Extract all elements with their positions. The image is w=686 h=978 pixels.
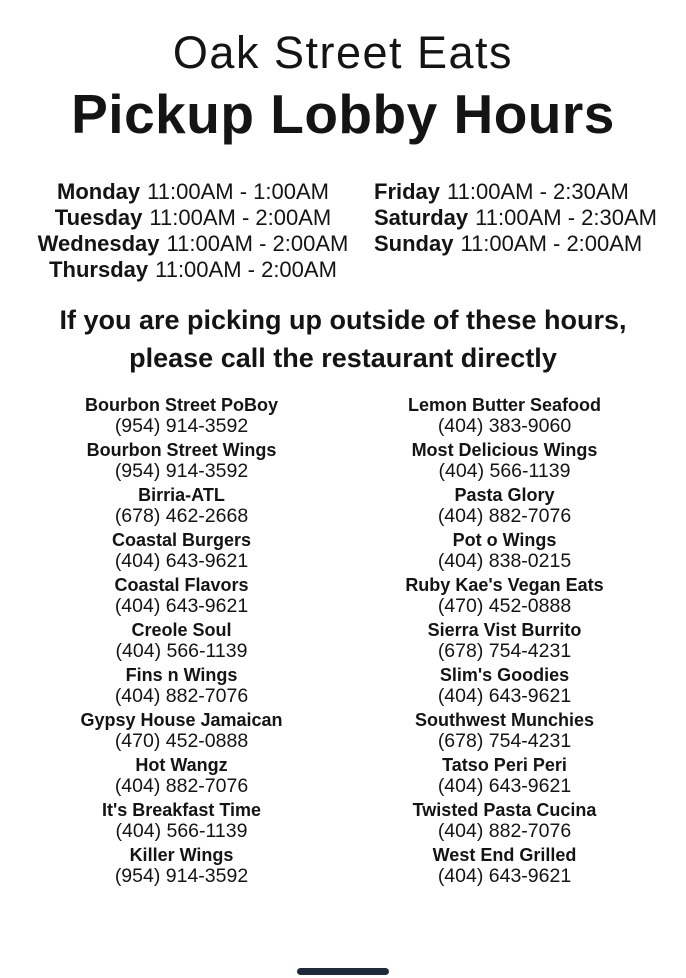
restaurant-entry bbox=[343, 665, 666, 708]
hours-thursday bbox=[28, 257, 358, 283]
day-label: Tuesday bbox=[54, 205, 143, 230]
time-range: 11:00AM - 2:00AM bbox=[155, 257, 337, 282]
restaurant-name: Lemon Butter Seafood bbox=[407, 395, 601, 415]
restaurant-name: Ruby Kae's Vegan Eats bbox=[405, 575, 604, 595]
restaurant-entry bbox=[343, 485, 666, 528]
day-label: Thursday bbox=[49, 257, 149, 282]
restaurant-phone: (470) 452-0888 bbox=[114, 730, 249, 752]
day-label: Saturday bbox=[374, 205, 469, 230]
restaurant-phone: (470) 452-0888 bbox=[437, 595, 572, 617]
restaurant-name: Southwest Munchies bbox=[414, 710, 594, 730]
restaurant-entry bbox=[20, 755, 343, 798]
restaurant-name: Pasta Glory bbox=[454, 485, 555, 505]
restaurant-entry bbox=[343, 575, 666, 618]
hours-saturday bbox=[374, 205, 658, 231]
restaurant-name: Hot Wangz bbox=[135, 755, 228, 775]
day-label: Sunday bbox=[374, 231, 454, 256]
page-title: Oak Street Eats bbox=[172, 27, 514, 78]
restaurant-phone: (404) 643-9621 bbox=[437, 865, 572, 887]
hours-sunday bbox=[374, 231, 658, 257]
restaurant-entry bbox=[343, 845, 666, 888]
restaurant-entry bbox=[20, 710, 343, 753]
restaurant-phone: (404) 838-0215 bbox=[437, 550, 572, 572]
restaurant-name: Birria-ATL bbox=[138, 485, 225, 505]
restaurant-name: Twisted Pasta Cucina bbox=[412, 800, 597, 820]
restaurant-phone: (404) 882-7076 bbox=[437, 505, 572, 527]
restaurant-name: Creole Soul bbox=[131, 620, 232, 640]
restaurant-phone: (404) 566-1139 bbox=[438, 460, 571, 482]
day-label: Wednesday bbox=[37, 231, 160, 256]
restaurant-entry bbox=[20, 620, 343, 663]
hours-column-left bbox=[28, 179, 358, 283]
restaurant-phone: (954) 914-3592 bbox=[114, 415, 249, 437]
restaurant-phone: (404) 882-7076 bbox=[437, 820, 572, 842]
restaurant-phone: (954) 914-3592 bbox=[114, 460, 249, 482]
hours-friday bbox=[374, 179, 658, 205]
restaurant-entry bbox=[20, 485, 343, 528]
restaurant-phone: (954) 914-3592 bbox=[114, 865, 249, 887]
restaurant-phone: (678) 754-4231 bbox=[437, 730, 572, 752]
restaurant-name: Sierra Vist Burrito bbox=[427, 620, 582, 640]
restaurant-column-right bbox=[343, 395, 666, 890]
restaurant-entry bbox=[343, 530, 666, 573]
restaurant-entry bbox=[343, 620, 666, 663]
hours-wednesday bbox=[28, 231, 358, 257]
time-range: 11:00AM - 2:30AM bbox=[447, 179, 629, 204]
restaurant-entry bbox=[20, 440, 343, 483]
restaurant-phone: (404) 566-1139 bbox=[115, 820, 248, 842]
home-indicator-bar bbox=[297, 968, 389, 975]
restaurant-entry bbox=[343, 440, 666, 483]
time-range: 11:00AM - 2:00AM bbox=[460, 231, 643, 256]
restaurant-phone: (404) 566-1139 bbox=[115, 640, 248, 662]
time-range: 11:00AM - 1:00AM bbox=[147, 179, 329, 204]
restaurant-phone: (404) 643-9621 bbox=[114, 595, 249, 617]
restaurant-name: Bourbon Street PoBoy bbox=[84, 395, 278, 415]
restaurant-name: It's Breakfast Time bbox=[101, 800, 262, 820]
restaurant-entry bbox=[20, 800, 343, 843]
day-label: Friday bbox=[374, 179, 441, 204]
restaurant-name: Gypsy House Jamaican bbox=[80, 710, 283, 730]
time-range: 11:00AM - 2:30AM bbox=[475, 205, 657, 230]
time-range: 11:00AM - 2:00AM bbox=[166, 231, 349, 256]
restaurant-entry bbox=[343, 710, 666, 753]
restaurant-name: Most Delicious Wings bbox=[411, 440, 598, 460]
restaurant-name: Bourbon Street Wings bbox=[86, 440, 277, 460]
restaurant-entry bbox=[343, 395, 666, 438]
restaurant-phone: (404) 643-9621 bbox=[437, 685, 572, 707]
restaurant-name: Coastal Burgers bbox=[111, 530, 252, 550]
restaurant-name: Tatso Peri Peri bbox=[442, 755, 567, 775]
time-range: 11:00AM - 2:00AM bbox=[149, 205, 332, 230]
hours-column-right bbox=[358, 179, 658, 283]
restaurant-name: Fins n Wings bbox=[125, 665, 238, 685]
restaurant-name: Coastal Flavors bbox=[114, 575, 249, 595]
restaurant-phone: (404) 882-7076 bbox=[114, 775, 249, 797]
notice-line-1: If you are picking up outside of these hours, bbox=[59, 305, 627, 335]
restaurant-phone: (404) 383-9060 bbox=[437, 415, 572, 437]
restaurant-entry bbox=[20, 575, 343, 618]
pickup-notice bbox=[0, 301, 686, 377]
restaurant-entry bbox=[20, 530, 343, 573]
restaurant-entry bbox=[20, 845, 343, 888]
restaurant-entry bbox=[20, 395, 343, 438]
restaurant-name: Pot o Wings bbox=[452, 530, 557, 550]
day-label: Monday bbox=[57, 179, 141, 204]
hours-section bbox=[0, 179, 686, 283]
restaurant-phone: (404) 643-9621 bbox=[437, 775, 572, 797]
page-subtitle: Pickup Lobby Hours bbox=[71, 83, 615, 145]
restaurant-column-left bbox=[20, 395, 343, 890]
restaurant-phone: (678) 754-4231 bbox=[437, 640, 572, 662]
restaurant-name: Killer Wings bbox=[129, 845, 234, 865]
restaurant-name: West End Grilled bbox=[432, 845, 577, 865]
restaurant-list bbox=[0, 395, 686, 890]
hours-tuesday bbox=[28, 205, 358, 231]
restaurant-name: Slim's Goodies bbox=[439, 665, 570, 685]
restaurant-phone: (404) 643-9621 bbox=[114, 550, 249, 572]
notice-line-2: please call the restaurant directly bbox=[129, 343, 557, 373]
hours-monday bbox=[28, 179, 358, 205]
restaurant-entry bbox=[343, 755, 666, 798]
restaurant-entry bbox=[20, 665, 343, 708]
restaurant-entry bbox=[343, 800, 666, 843]
restaurant-phone: (404) 882-7076 bbox=[114, 685, 249, 707]
restaurant-phone: (678) 462-2668 bbox=[114, 505, 249, 527]
